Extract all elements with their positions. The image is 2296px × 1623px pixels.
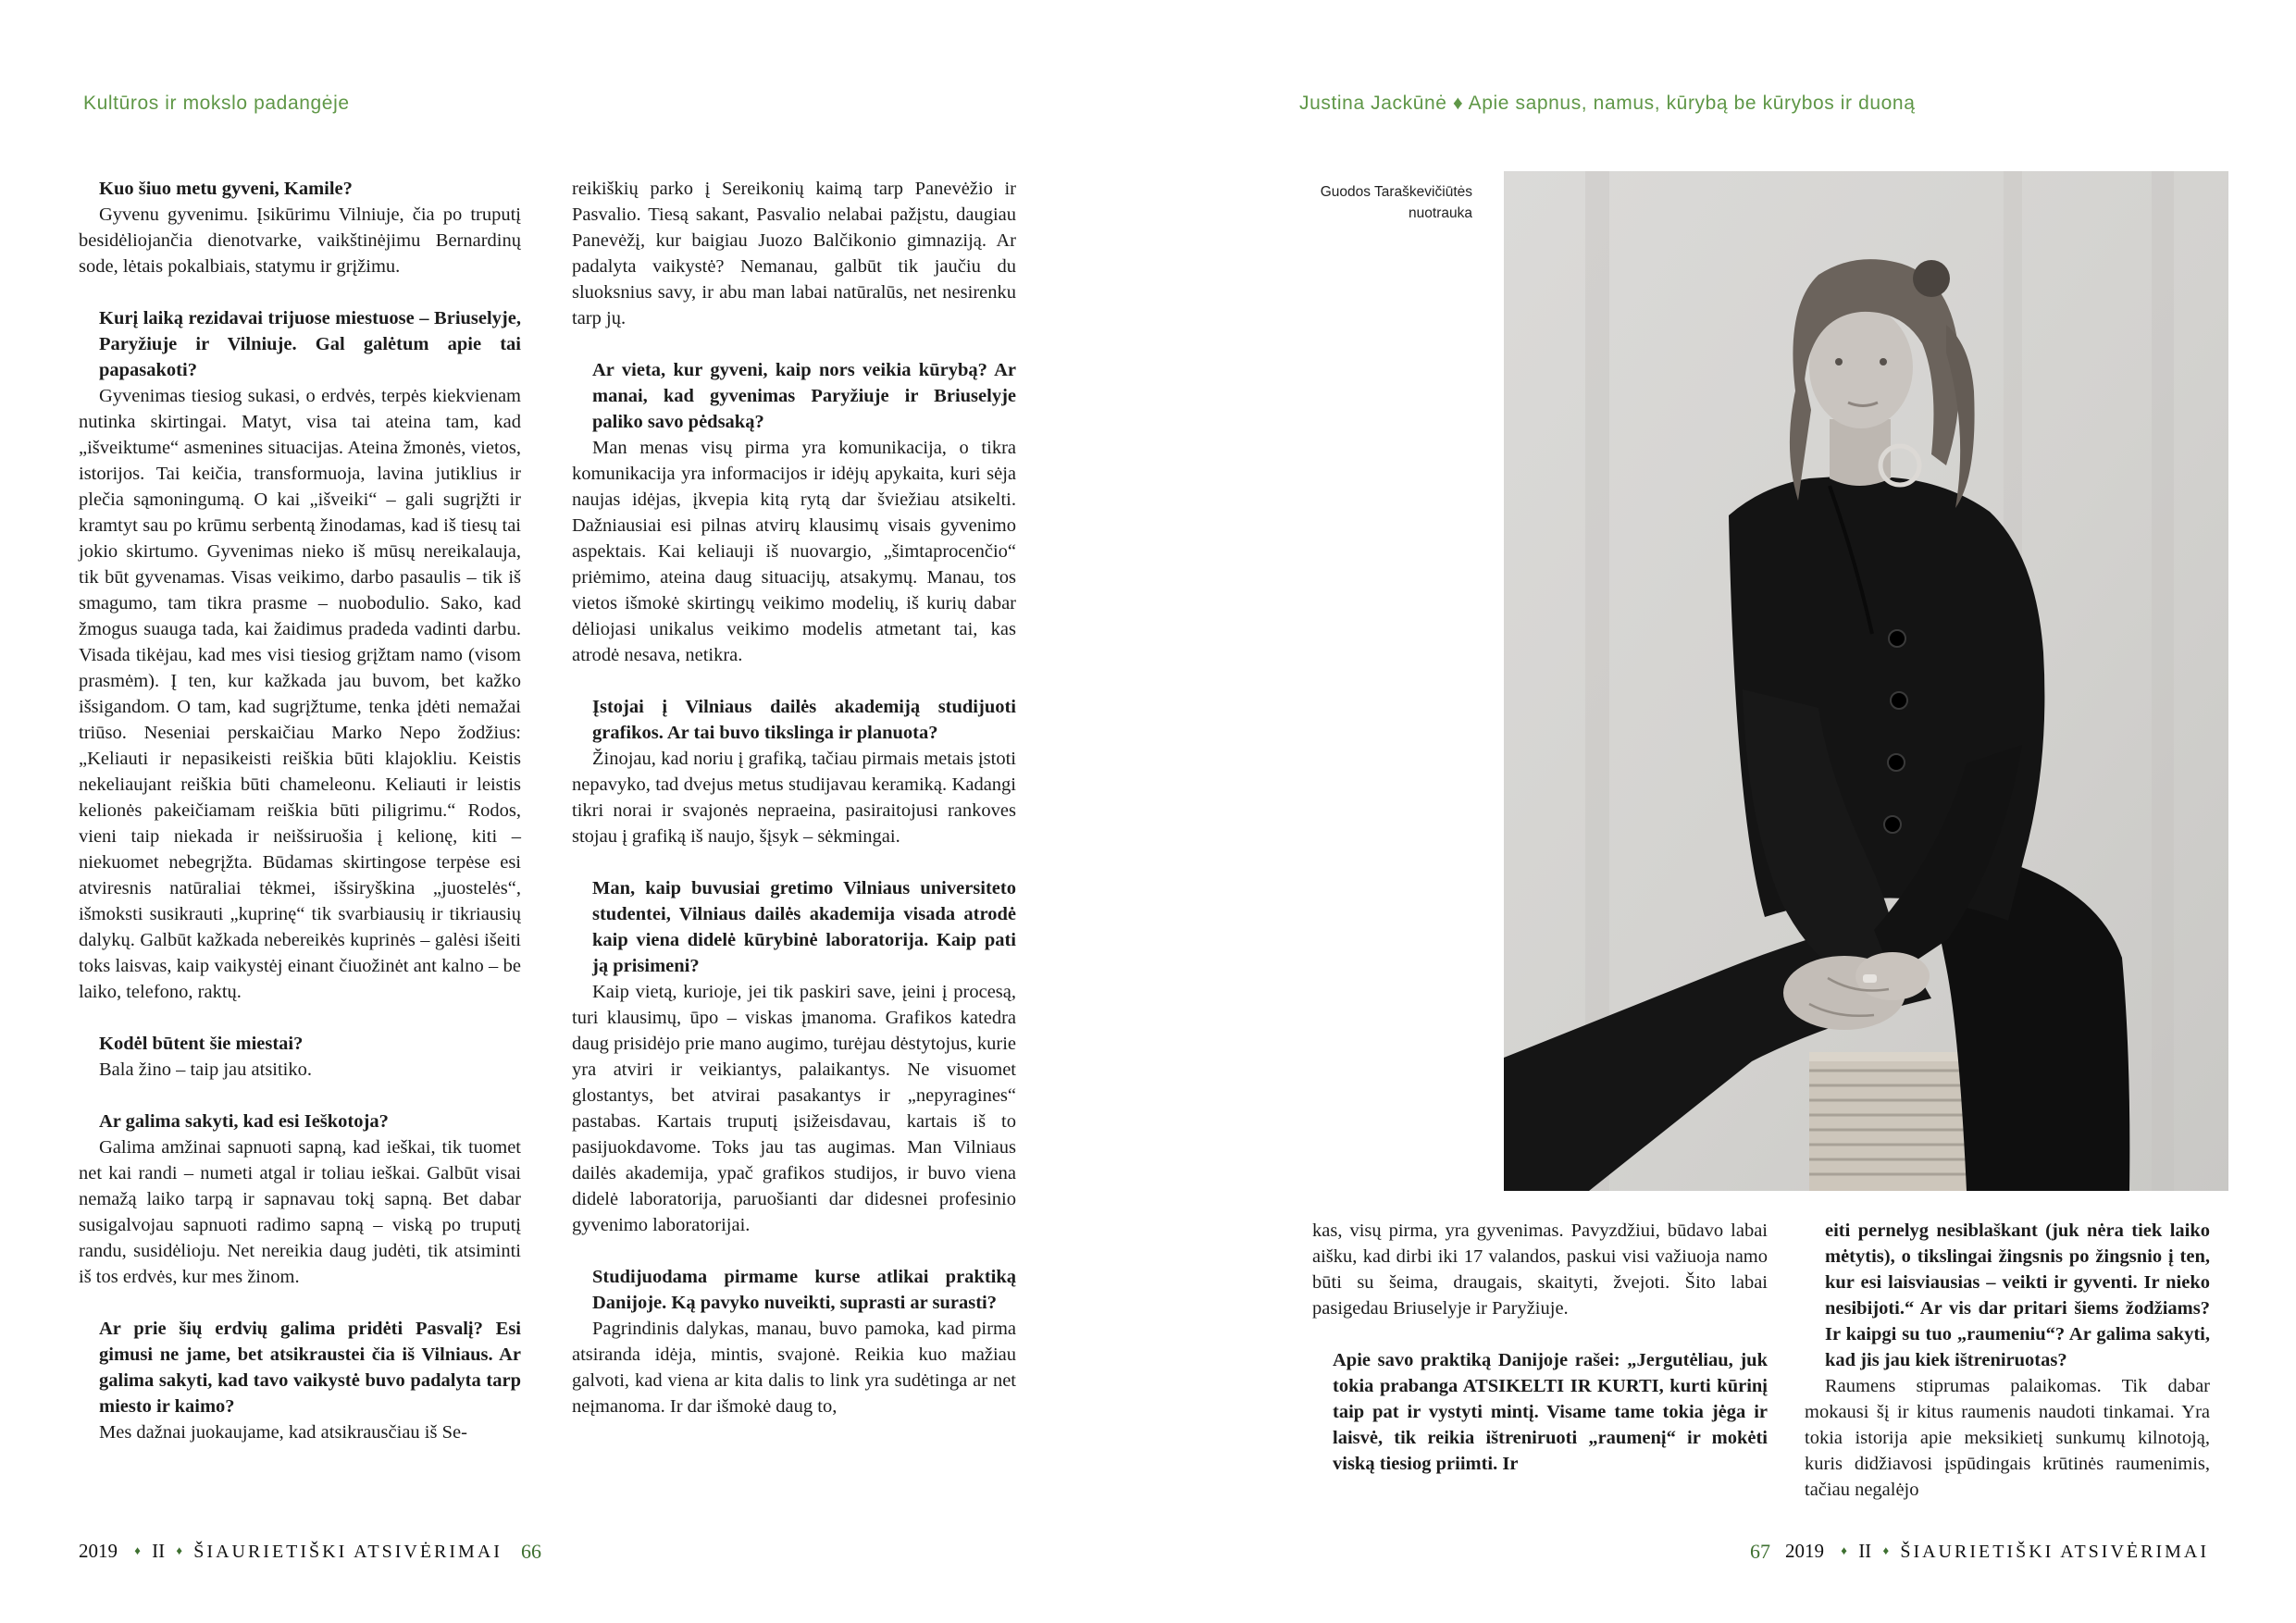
right-page-column-2 <box>1805 1218 2210 1503</box>
interview-answer: Gyvenimas tiesiog sukasi, o erdvės, terpės kiekvienam nutinka skirtingai. Matyt, visa tai ateina tam, kad „išveiktume“ asmenines situacijas. Ateina žmonės, vietos, istorijos. Tai keičia, transformuoja, lavina jutiklius ir plečia sąmoningumą. O kai „išveiki“ – gali sugrįžti ir kramtyt sau po krūmu serbentą žinodamas, kad iš tiesų tai jokio skirtumo. Gyvenimas nieko iš mūsų nereikalauja, tik būt gyvenamas. Visas veikimo, darbo pasaulis – tik iš smagumo, tam tikra prasme – nuobodulio. Sako, kad žmogus suauga tada, kai žaidimus pradeda vadinti darbu. Visada tikėjau, kad mes visi tiesiog grįžtam namo (visom prasmėm). Į ten, kur kažkada jau buvom, bet kažko išsigandom. O tam, kad sugrįžtume, tenka įdėti nemažai triūso. Neseniai perskaičiau Marko Nepo žodžius: „Keliauti ir nepasikeisti reiškia būti klajokliu. Keistis nekeliaujant reiškia būti chameleonu. Keliauti ir leistis kelionės pakeičiamam reiškia būti piligrimu.“ Rodos, vieni taip niekada ir neišsiruošia į kelionę, kiti – niekuomet nebegrįžta. Būdamas skirtingose terpėse esi atviresnis natūraliai tėkmei, išsiryškina „juostelės“, išmoksti susikrauti „kuprinę“ tik svarbiausių ir tikriausių dalykų. Galbūt kažkada nebereikės kuprinės – galėsi išeiti toks laisvas, kaip vaikystėj einant čiuožinėt ant kalno – be laiko, telefono, raktų. <box>79 386 521 1002</box>
interview-answer: Pagrindinis dalykas, manau, buvo pamoka, kad pirma atsiranda idėja, mintis, svajonė. Reikia kuo mažiau galvoti, kad viena ar kita dalis to link yra sudėtinga ar net neįmanoma. Ir dar išmokė daug to, <box>572 1319 1016 1417</box>
interview-question: Kuo šiuo metu gyveni, Kamile? <box>99 179 353 199</box>
photo-credit-line1: Guodos Taraškevičiūtės <box>1320 184 1472 200</box>
interview-question: Įstojai į Vilniaus dailės akademiją studijuoti grafikos. Ar tai buvo tikslinga ir planuota? <box>592 697 1016 743</box>
interview-answer: Mes dažnai juokaujame, kad atsikrausčiau iš Se- <box>99 1422 467 1443</box>
footer-journal-title: ŠIAURIETIŠKI ATSIVĖRIMAI <box>193 1542 503 1562</box>
footer-issue: II <box>152 1540 166 1562</box>
interview-question: Kurį laiką rezidavai trijuose miestuose – Briuselyje, Paryžiuje ir Vilniuje. Gal galėtum apie tai papasakoti? <box>99 308 521 380</box>
page-number-left: 66 <box>521 1540 541 1563</box>
page-number-right: 67 <box>1750 1540 1770 1563</box>
interview-question: Ar galima sakyti, kad esi Ieškotoja? <box>99 1111 389 1132</box>
hair-tie <box>1913 260 1950 297</box>
interview-answer: reikiškių parko į Sereikonių kaimą tarp Panevėžio ir Pasvalio. Tiesą sakant, Pasvalio nelabai pažįstu, daugiau Panevėžį, kur baigiau Juozo Balčikonio gimnaziją. Ar padalyta vaikystė? Nemanau, galbūt tik jaučiu du sluoksnius savy, ir abu man labai natūralūs, net nesirenku tarp jų. <box>572 179 1016 328</box>
photo-credit-line2: nuotrauka <box>1409 205 1472 221</box>
interview-question: Man, kaip buvusiai gretimo Vilniaus universiteto studentei, Vilniaus dailės akademija visada atrodė kaip viena didelė kūrybinė laboratorija. Kaip pati ją prisimeni? <box>592 878 1016 976</box>
diamond-icon: ♦ <box>134 1543 141 1557</box>
footer-right <box>1785 1540 2209 1563</box>
left-page-column-1 <box>79 176 521 1445</box>
footer-issue: II <box>1858 1540 1872 1562</box>
footer-left <box>79 1540 503 1563</box>
interview-answer: Kaip vietą, kurioje, jei tik paskiri save, įeini į procesą, turi klausimų, ūpo – viskas įmanoma. Grafikos katedra daug prisidėjo prie mano augimo, turėjau dėstytojus, kurie yra atviri ir veikiantys, palaikantys. Ne visuomet glostantys, bet atvirai pasakantys ir „nepyragines“ pastabas. Kartais truputį įsižeisdavau, kartais iš to pasijuokdavome. Toks jau tas augimas. Man Vilniaus dailės akademija, ypač grafikos studijos, ir buvo viena didelė laboratorija, paruošianti dar didesnei profesinio gyvenimo laboratorijai. <box>572 982 1016 1235</box>
interview-answer: Galima amžinai sapnuoti sapną, kad ieškai, tik tuomet net kai randi – numeti atgal ir toliau ieškai. Galbūt visai nemažą laiko tarpą ir sapnavau tokį sapną. Bet dabar susigalvojau sapnuoti radimo sapną – viską po truputį randu, susidėlioju. Net nereikia daug judėti, tik atsiminti iš tos erdvės, kur mes žinom. <box>79 1137 521 1287</box>
diamond-icon: ♦ <box>176 1543 183 1557</box>
interview-answer: Gyvenu gyvenimu. Įsikūrimu Vilniuje, čia po truputį besidėliojančia dienotvarke, vaikštinėjimu Bernardinų sode, lėtais pokalbiais, statymu ir grįžimu. <box>79 204 521 277</box>
interview-question: Apie savo praktiką Danijoje rašei: „Jergutėliau, juk tokia prabanga ATSIKELTI IR KURTI, kurti kūrinį taip pat ir vystyti mintį. Visame tame tokia jėga ir laisvė, tik reikia ištreniruoti „raumenį“ ir mokėti viską tiesiog priimti. Ir <box>1333 1350 1768 1474</box>
diamond-icon: ♦ <box>1882 1543 1890 1557</box>
photo-credit <box>1282 181 1472 224</box>
portrait-photo <box>1504 171 2228 1191</box>
footer-year: 2019 <box>79 1540 118 1562</box>
interview-answer: Bala žino – taip jau atsitiko. <box>99 1059 313 1080</box>
diamond-icon: ♦ <box>1841 1543 1847 1557</box>
interview-question: Kodėl būtent šie miestai? <box>99 1034 304 1054</box>
interview-answer: Man menas visų pirma yra komunikacija, o tikra komunikacija yra informacijos ir idėjų apykaita, kuri sėja naujas idėjas, įkvepia kitą rytą dar šviežiau atsikelti. Dažniausiai esi pilnas atvirų klausimų visais gyvenimo aspektais. Kai keliauji iš nuovargio, „šimtaprocenčio“ priėmimo, ateina daug situacijų, atsakymų. Manau, tos vietos išmokė skirtingų veikimo modelių, iš kurių dabar dėliojasi unikalus veikimo modelis atmetant tai, kas atrodė nesava, netikra. <box>572 438 1016 665</box>
running-head-left: Kultūros ir mokslo padangėje <box>83 93 350 114</box>
interview-answer: Žinojau, kad noriu į grafiką, tačiau pirmais metais įstoti nepavyko, tad dvejus metus studijavau keramiką. Kadangi tikri norai ir svajonės nepraeina, pasiraitojusi rankoves stojau į grafiką iš naujo, šįsyk – sėkmingai. <box>572 749 1016 847</box>
interview-question: Studijuodama pirmame kurse atlikai praktiką Danijoje. Ką pavyko nuveikti, suprasti ar surasti? <box>592 1267 1016 1313</box>
interview-question: eiti pernelyg nesiblaškant (juk nėra tiek laiko mėtytis), o tikslingai žingsnis po žingsnio į ten, kur esi laisviausias – veikti ir gyventi. Ir nieko nesibijoti.“ Ar vis dar pritari šiems žodžiams? Ir kaipgi su tuo „raumeniu“? Ar galima sakyti, kad jis jau kiek ištreniruotas? <box>1825 1220 2210 1370</box>
interview-question: Ar prie šių erdvių galima pridėti Pasvalį? Esi gimusi ne jame, bet atsikraustei čia iš Vilniaus. Ar galima sakyti, kad tavo vaikystė buvo padalyta tarp miesto ir kaimo? <box>99 1319 521 1417</box>
footer-year: 2019 <box>1785 1540 1825 1562</box>
interview-answer: kas, visų pirma, yra gyvenimas. Pavyzdžiui, būdavo labai aišku, kad dirbi iki 17 valandos, paskui visi važiuoja namo būti su šeima, draugais, skaityti, žvejoti. Šito labai pasigedau Briuselyje ir Paryžiuje. <box>1312 1220 1768 1319</box>
interview-answer: Raumens stiprumas palaikomas. Tik dabar mokausi šį ir kitus raumenis naudoti tinkamai. Yra tokia istorija apie meksikietį sunkumų kilnotoją, kuris didžiavosi įspūdingais krūtinės raumenimis, tačiau negalėjo <box>1805 1376 2210 1500</box>
running-head-right: Justina Jackūnė ♦ Apie sapnus, namus, kūrybą be kūrybos ir duoną <box>1299 93 1916 114</box>
ring <box>1863 974 1877 983</box>
left-page-column-2 <box>572 176 1016 1419</box>
portrait-illustration <box>1504 171 2228 1191</box>
right-page-column-1 <box>1312 1218 1768 1477</box>
interview-question: Ar vieta, kur gyveni, kaip nors veikia kūrybą? Ar manai, kad gyvenimas Paryžiuje ir Briuselyje paliko savo pėdsaką? <box>592 360 1016 432</box>
footer-journal-title: ŠIAURIETIŠKI ATSIVĖRIMAI <box>1900 1542 2209 1562</box>
